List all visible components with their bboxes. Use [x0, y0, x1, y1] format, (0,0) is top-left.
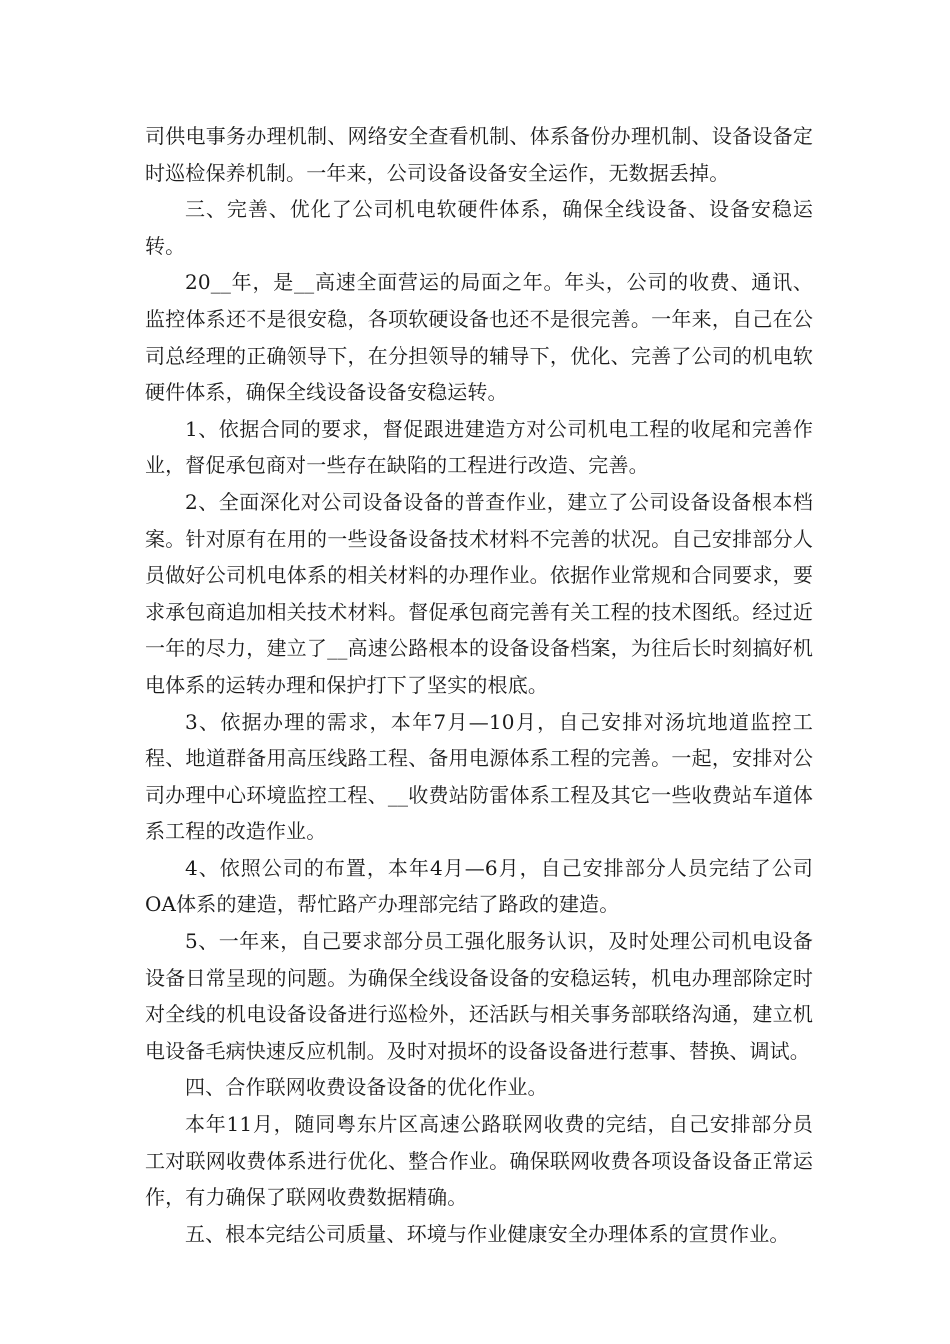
paragraph-3: 20__年，是__高速全面营运的局面之年。年头，公司的收费、通讯、监控体系还不是很安稳，各项软硬设备也还不是很完善。一年来，自己在公司总经理的正确领导下，在分担领导的辅导下，优化、完善了公司的机电软硬件体系，确保全线设备设备安稳运转。	[145, 270, 813, 405]
section-heading-4: 四、合作联网收费设备设备的优化作业。	[185, 1075, 548, 1100]
document-body	[145, 118, 813, 1252]
section-heading-3: 三、完善、优化了公司机电软硬件体系，确保全线设备、设备安稳运转。	[145, 197, 813, 258]
list-item-1: 1、依据合同的要求，督促跟进建造方对公司机电工程的收尾和完善作业，督促承包商对一些存在缺陷的工程进行改造、完善。	[145, 416, 813, 478]
paragraph-1: 司供电事务办理机制、网络安全查看机制、体系备份办理机制、设备设备定时巡检保养机制。一年来，公司设备设备安全运作，无数据丢掉。	[145, 124, 813, 185]
section-heading-5: 五、根本完结公司质量、环境与作业健康安全办理体系的宣贯作业。	[185, 1221, 790, 1246]
list-item-5: 5、一年来，自己要求部分员工强化服务认识，及时处理公司机电设备设备日常呈现的问题。为确保全线设备设备的安稳运转，机电办理部除定时对全线的机电设备设备进行巡检外，还活跃与相关事务部联络沟通，建立机电设备毛病快速反应机制。及时对损坏的设备设备进行惹事、替换、调试。	[145, 929, 813, 1063]
list-item-3: 3、依据办理的需求，本年7月—10月，自己安排对汤坑地道监控工程、地道群备用高压线路工程、备用电源体系工程的完善。一起，安排对公司办理中心环境监控工程、__收费站防雷体系工程及其它一些收费站车道体系工程的改造作业。	[145, 709, 813, 844]
paragraph-10: 本年11月，随同粤东片区高速公路联网收费的完结，自己安排部分员工对联网收费体系进行优化、整合作业。确保联网收费各项设备设备正常运作，有力确保了联网收费数据精确。	[145, 1112, 813, 1210]
list-item-4: 4、依照公司的布置，本年4月—6月，自己安排部分人员完结了公司OA体系的建造，帮忙路产办理部完结了路政的建造。	[145, 855, 813, 917]
list-item-2: 2、全面深化对公司设备设备的普查作业，建立了公司设备设备根本档案。针对原有在用的一些设备设备技术材料不完善的状况。自己安排部分人员做好公司机电体系的相关材料的办理作业。依据作业常规和合同要求，要求承包商追加相关技术材料。督促承包商完善有关工程的技术图纸。经过近一年的尽力，建立了__高速公路根本的设备设备档案，为往后长时刻搞好机电体系的运转办理和保护打下了坚实的根底。	[145, 489, 813, 697]
